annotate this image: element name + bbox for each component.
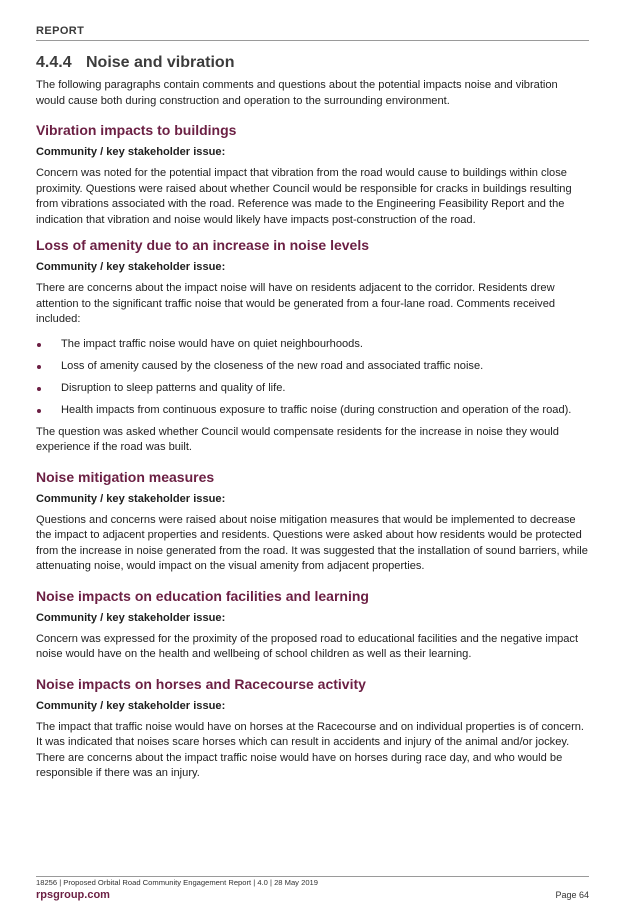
issue-label: Community / key stakeholder issue: — [36, 699, 226, 712]
list-item — [36, 337, 589, 352]
subsection-title: Vibration impacts to buildings — [36, 122, 237, 138]
list-item — [36, 403, 589, 418]
page-content — [36, 54, 589, 791]
list-item — [36, 381, 589, 396]
subsection-title: Noise impacts on horses and Racecourse activity — [36, 675, 366, 692]
subsection-paragraph: Questions and concerns were raised about noise mitigation measures that would be implemented to decrease the impact to adjacent properties and residents. Questions were asked about how residents would be protected from the increase in noise generated from the road. It was suggested that the installation of sound barriers, while attenuating noise, would impact on the visual amenity from adjacent properties. — [36, 513, 588, 572]
issue-label: Community / key stakeholder issue: — [36, 146, 226, 158]
subsection-title: Noise impacts on education facilities and learning — [36, 587, 369, 604]
section-intro: The following paragraphs contain comments and questions about the potential impacts noise and vibration would cause both during construction and operation to the surrounding environment. — [36, 79, 558, 107]
list-item-text: Health impacts from continuous exposure to traffic noise (during construction and operation of the road). — [61, 403, 572, 416]
comments-list — [36, 337, 589, 418]
subsection-title: Noise mitigation measures — [36, 468, 215, 485]
subsection-paragraph-after: The question was asked whether Council would compensate residents for the increase in noise they would experience if the road was built. — [36, 425, 559, 453]
bullet-icon — [37, 343, 41, 347]
issue-label: Community / key stakeholder issue: — [36, 611, 226, 624]
subsection-paragraph: There are concerns about the impact noise will have on residents adjacent to the corridor. Residents drew attention to the significant traffic noise that would be generated from a four-lane road. Comments received included: — [36, 282, 556, 325]
footer-meta: 18256 | Proposed Orbital Road Community Engagement Report | 4.0 | 28 May 2019 — [36, 878, 318, 887]
subsection-title: Loss of amenity due to an increase in noise levels — [36, 237, 369, 253]
section-number: 4.4.4 — [36, 54, 72, 71]
footer-site-link[interactable]: rpsgroup.com — [36, 889, 110, 901]
subsection-paragraph: Concern was noted for the potential impact that vibration from the road would cause to buildings within close proximity. Questions were raised about whether Council would be responsible for cracks in buildings resulting from vibrations associated with the road. Reference was made to the Engineering Feasibility Report and the indication that vibration and noise would likely have impacts post-construction of the road. — [36, 167, 572, 226]
header-divider — [36, 40, 589, 41]
section-title: Noise and vibration — [86, 54, 235, 71]
issue-label: Community / key stakeholder issue: — [36, 492, 226, 505]
page-number: Page 64 — [555, 890, 589, 900]
list-item — [36, 359, 589, 374]
bullet-icon — [37, 409, 41, 413]
list-item-text: Loss of amenity caused by the closeness of the new road and associated traffic noise. — [61, 359, 484, 372]
subsection-paragraph: Concern was expressed for the proximity of the proposed road to educational facilities and the negative impact noise would have on the health and wellbeing of school children as well as their learning. — [36, 632, 579, 660]
list-item-text: Disruption to sleep patterns and quality of life. — [61, 381, 286, 394]
issue-label: Community / key stakeholder issue: — [36, 261, 226, 273]
header-label: REPORT — [36, 25, 85, 37]
bullet-icon — [37, 365, 41, 369]
list-item-text: The impact traffic noise would have on quiet neighbourhoods. — [61, 337, 363, 350]
subsection-paragraph: The impact that traffic noise would have on horses at the Racecourse and on individual properties is of concern. It was indicated that noises scare horses which can result in accidents and injury of the animal and/or jockey. There are concerns about the impact traffic noise would have on horses during race day, and who would be responsible if there was an injury. — [36, 720, 585, 779]
section-heading — [36, 54, 589, 72]
bullet-icon — [37, 387, 41, 391]
footer-divider — [36, 876, 589, 877]
